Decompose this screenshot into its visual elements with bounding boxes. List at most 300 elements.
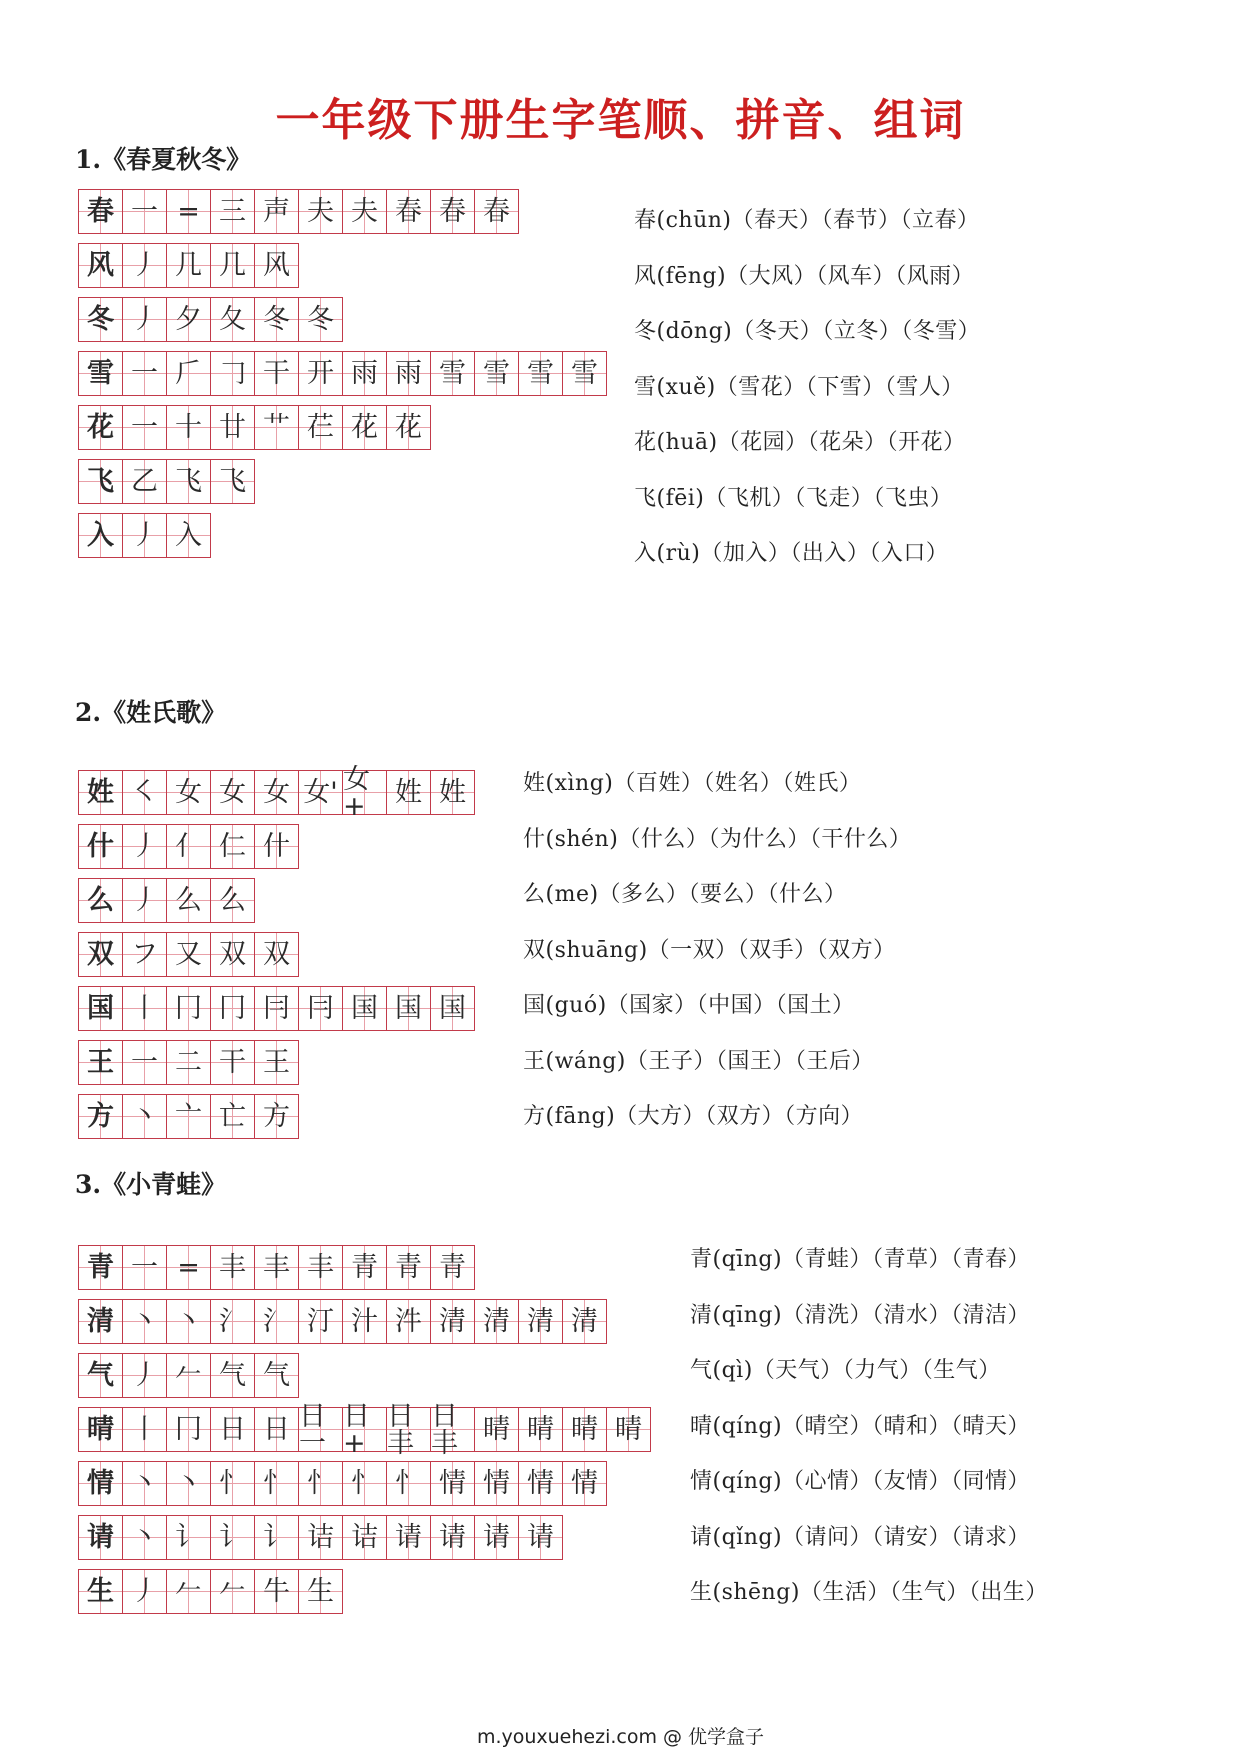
stroke-step-cell (474, 1299, 519, 1344)
character-cell (78, 297, 123, 342)
character-cell (78, 1094, 123, 1139)
stroke-glyph: 晴 (571, 1414, 598, 1445)
stroke-step-cell (122, 513, 167, 558)
character-cell (78, 189, 123, 234)
stroke-glyph: 汀 (307, 1306, 334, 1337)
word-entry: 晴(qíng)（晴空）（晴和）（晴天） (690, 1413, 1031, 1439)
stroke-step-cell (474, 1407, 519, 1452)
stroke-step-cell (298, 1400, 343, 1459)
stroke-glyph: 女 (219, 777, 246, 808)
stroke-step-cell (210, 1569, 255, 1614)
stroke-step-cell (166, 770, 211, 815)
character-cell (78, 770, 123, 815)
stroke-step-cell (430, 1400, 475, 1459)
stroke-glyph: 冬 (87, 304, 114, 335)
stroke-step-cell (386, 405, 431, 450)
stroke-glyph: 情 (87, 1468, 114, 1499)
stroke-step-cell (430, 770, 475, 815)
character-cell (78, 932, 123, 977)
character-cell (78, 1353, 123, 1398)
stroke-step-cell (210, 1040, 255, 1085)
stroke-step-cell (166, 189, 211, 234)
character-cell (78, 351, 123, 396)
stroke-row (78, 243, 606, 288)
stroke-glyph: 忄 (395, 1468, 422, 1499)
stroke-step-cell (342, 763, 387, 822)
character-cell (78, 1040, 123, 1085)
stroke-step-cell (254, 405, 299, 450)
stroke-step-cell (386, 1400, 431, 1459)
word-entry: 国(guó)（国家）（中国）（国土） (523, 993, 855, 1018)
stroke-row (78, 1569, 650, 1614)
stroke-glyph: 氵 (263, 1306, 290, 1337)
stroke-glyph: 方 (87, 1101, 114, 1132)
word-list-section-3 (690, 1242, 1048, 1631)
stroke-glyph: 十 (175, 412, 202, 443)
word-entry: 飞(fēi)（飞机）（飞走）（飞虫） (634, 485, 953, 511)
stroke-row (78, 1400, 650, 1459)
stroke-glyph: 夕 (175, 304, 202, 335)
stroke-step-cell (342, 405, 387, 450)
stroke-step-cell (254, 1094, 299, 1139)
stroke-glyph: 入 (175, 520, 202, 551)
stroke-step-cell (210, 405, 255, 450)
stroke-step-cell (166, 932, 211, 977)
stroke-glyph: 姓 (439, 777, 466, 808)
stroke-glyph: 汼 (395, 1306, 422, 1337)
stroke-glyph: 女 (175, 777, 202, 808)
character-cell (78, 1569, 123, 1614)
stroke-glyph: 清 (527, 1306, 554, 1337)
stroke-glyph: 气 (219, 1360, 246, 1391)
stroke-row (78, 878, 474, 923)
stroke-glyph: 冂 (219, 993, 246, 1024)
stroke-step-cell (254, 1407, 299, 1452)
stroke-step-cell (122, 770, 167, 815)
stroke-step-cell (122, 1353, 167, 1398)
stroke-step-cell (298, 1569, 343, 1614)
word-entry: 生(shēng)（生活）（生气）（出生） (690, 1580, 1048, 1605)
stroke-glyph: 声 (263, 196, 290, 227)
stroke-step-cell (210, 986, 255, 1031)
stroke-step-cell (166, 1407, 211, 1452)
character-cell (78, 824, 123, 869)
stroke-glyph: 牛 (263, 1576, 290, 1607)
stroke-glyph: 丶 (131, 1101, 158, 1132)
stroke-glyph: 生 (87, 1576, 114, 1607)
stroke-glyph: 亠 (175, 1101, 202, 1132)
word-entry: 方(fāng)（大方）（双方）（方向） (523, 1104, 864, 1129)
stroke-step-cell (518, 1461, 563, 1506)
stroke-glyph: 仁 (219, 831, 246, 862)
stroke-step-cell (210, 351, 255, 396)
stroke-step-cell (122, 405, 167, 450)
stroke-glyph: 三 (219, 196, 246, 227)
stroke-step-cell (474, 1515, 519, 1560)
stroke-glyph: 冬 (307, 304, 334, 335)
stroke-step-cell (562, 351, 607, 396)
word-entry: 什(shén)（什么）（为什么）（干什么） (523, 826, 912, 852)
stroke-glyph: 双 (219, 939, 246, 970)
stroke-step-cell (254, 1569, 299, 1614)
stroke-step-cell (166, 1515, 211, 1560)
character-cell (78, 405, 123, 450)
stroke-glyph: 风 (87, 250, 114, 281)
stroke-step-cell (210, 243, 255, 288)
stroke-glyph: 春 (87, 196, 114, 227)
stroke-step-cell (210, 1299, 255, 1344)
word-entry: 王(wáng)（王子）（国王）（王后） (523, 1048, 874, 1074)
stroke-glyph: 情 (439, 1468, 466, 1499)
word-entry: 风(fēng)（大风）（风车）（风雨） (634, 263, 975, 289)
stroke-step-cell (298, 1245, 343, 1290)
stroke-step-cell (386, 1515, 431, 1560)
stroke-row (78, 932, 474, 977)
stroke-glyph: 女+ (343, 763, 370, 822)
character-cell (78, 1299, 123, 1344)
stroke-step-cell (166, 1040, 211, 1085)
stroke-glyph: 情 (571, 1468, 598, 1499)
stroke-step-cell (254, 824, 299, 869)
stroke-glyph: 姓 (87, 777, 114, 808)
stroke-step-cell (342, 986, 387, 1031)
stroke-glyph: 青 (395, 1252, 422, 1283)
stroke-glyph: 冂 (175, 1414, 202, 1445)
character-cell (78, 1515, 123, 1560)
stroke-glyph: 晴 (483, 1414, 510, 1445)
word-entry: 气(qì)（天气）（力气）（生气） (690, 1358, 1001, 1383)
word-entry: 双(shuāng)（一双）（双手）（双方） (523, 937, 896, 963)
stroke-glyph: 雪 (571, 358, 598, 389)
stroke-step-cell (210, 878, 255, 923)
stroke-step-cell (298, 297, 343, 342)
stroke-glyph: 方 (263, 1101, 290, 1132)
word-entry: 春(chūn)（春天）（春节）（立春） (634, 208, 980, 233)
word-entry: 雪(xuě)（雪花）（下雪）（雪人） (634, 374, 964, 400)
stroke-step-cell (606, 1407, 651, 1452)
stroke-glyph: 花 (351, 412, 378, 443)
stroke-glyph: 丶 (175, 1468, 202, 1499)
word-list-section-2 (523, 766, 911, 1155)
stroke-glyph: 花 (87, 412, 114, 443)
stroke-step-cell (254, 243, 299, 288)
stroke-glyph: 女 (263, 777, 290, 808)
stroke-glyph: 讠 (219, 1522, 246, 1553)
stroke-glyph: 清 (483, 1306, 510, 1337)
stroke-glyph: 干 (263, 358, 290, 389)
stroke-step-cell (254, 1515, 299, 1560)
stroke-glyph: 丿 (131, 831, 158, 862)
stroke-step-cell (122, 824, 167, 869)
word-entry: 情(qíng)（心情）（友情）（同情） (690, 1469, 1031, 1494)
stroke-glyph: 青 (351, 1252, 378, 1283)
stroke-step-cell (298, 986, 343, 1031)
stroke-step-cell (430, 1461, 475, 1506)
stroke-glyph: 冬 (263, 304, 290, 335)
stroke-glyph: 么 (219, 885, 246, 916)
stroke-glyph: 丿 (131, 1360, 158, 1391)
stroke-glyph: 丶 (175, 1306, 202, 1337)
stroke-step-cell (342, 1299, 387, 1344)
stroke-step-cell (210, 459, 255, 504)
stroke-glyph: 国 (351, 993, 378, 1024)
stroke-glyph: 雪 (439, 358, 466, 389)
footer-source: m.youxuehezi.com @ 优学盒子 (476, 1726, 765, 1748)
stroke-step-cell (298, 1515, 343, 1560)
stroke-step-cell (210, 1407, 255, 1452)
word-entry: 么(me)（多么）（要么）（什么） (523, 882, 847, 907)
stroke-step-cell (122, 297, 167, 342)
stroke-step-cell (166, 1353, 211, 1398)
stroke-glyph: 请 (483, 1522, 510, 1553)
stroke-glyph: 风 (263, 250, 290, 281)
stroke-glyph: 雪 (483, 358, 510, 389)
stroke-step-cell (122, 932, 167, 977)
stroke-glyph: 姓 (395, 777, 422, 808)
stroke-step-cell (166, 243, 211, 288)
stroke-step-cell (386, 1299, 431, 1344)
word-entry: 姓(xìng)（百姓）（姓名）（姓氏） (523, 771, 862, 796)
stroke-glyph: 冃 (263, 993, 290, 1024)
stroke-glyph: 晴 (527, 1414, 554, 1445)
stroke-glyph: 情 (483, 1468, 510, 1499)
stroke-step-cell (122, 459, 167, 504)
stroke-glyph: 王 (263, 1047, 290, 1078)
stroke-glyph: 雨 (395, 358, 422, 389)
stroke-step-cell (430, 986, 475, 1031)
stroke-glyph: 丿 (131, 304, 158, 335)
stroke-glyph: = (177, 196, 200, 227)
stroke-row (78, 297, 606, 342)
stroke-glyph: 日 (219, 1414, 246, 1445)
stroke-step-cell (518, 1407, 563, 1452)
stroke-row (78, 1040, 474, 1085)
stroke-row (78, 1245, 650, 1290)
stroke-row (78, 1461, 650, 1506)
stroke-row (78, 189, 606, 234)
stroke-step-cell (122, 1299, 167, 1344)
stroke-step-cell (518, 351, 563, 396)
stroke-glyph: 二 (175, 1047, 202, 1078)
stroke-step-cell (122, 1094, 167, 1139)
stroke-step-cell (210, 1461, 255, 1506)
stroke-glyph: 飞 (219, 466, 246, 497)
stroke-step-cell (430, 351, 475, 396)
stroke-glyph: 丶 (131, 1306, 158, 1337)
character-cell (78, 243, 123, 288)
stroke-step-cell (474, 1461, 519, 1506)
stroke-glyph: 干 (219, 1047, 246, 1078)
character-cell (78, 513, 123, 558)
stroke-step-cell (298, 1461, 343, 1506)
stroke-glyph: 请 (527, 1522, 554, 1553)
stroke-step-cell (254, 770, 299, 815)
section-heading-2: 2.《姓氏歌》 (75, 698, 227, 727)
stroke-step-cell (254, 297, 299, 342)
stroke-step-cell (166, 878, 211, 923)
stroke-glyph: 飞 (175, 466, 202, 497)
stroke-step-cell (562, 1299, 607, 1344)
stroke-glyph: 艹 (263, 412, 290, 443)
stroke-row (78, 1299, 650, 1344)
stroke-step-cell (210, 297, 255, 342)
stroke-glyph: 么 (87, 885, 114, 916)
stroke-glyph: 一 (131, 196, 158, 227)
word-entry: 请(qǐng)（请问）（请安）（请求） (690, 1524, 1031, 1550)
stroke-glyph: 丶 (131, 1468, 158, 1499)
stroke-glyph: 讠 (175, 1522, 202, 1553)
stroke-glyph: 几 (175, 250, 202, 281)
document-title: 一年级下册生字笔顺、拼音、组词 (275, 95, 966, 146)
stroke-glyph: 日+ (343, 1400, 370, 1459)
stroke-glyph: 几 (219, 250, 246, 281)
stroke-glyph: 丿 (131, 1576, 158, 1607)
stroke-glyph: 丨 (131, 1414, 158, 1445)
stroke-step-cell (210, 1094, 255, 1139)
stroke-glyph: 冂 (175, 993, 202, 1024)
stroke-step-cell (430, 1245, 475, 1290)
stroke-glyph: 雪 (527, 358, 554, 389)
stroke-grid-section-1 (78, 189, 606, 567)
word-entry: 清(qīng)（清洗）（清水）（清洁） (690, 1302, 1031, 1328)
stroke-glyph: 日一 (299, 1400, 326, 1459)
stroke-step-cell (210, 1353, 255, 1398)
stroke-glyph: 丿 (131, 520, 158, 551)
stroke-row (78, 1353, 650, 1398)
stroke-step-cell (518, 1299, 563, 1344)
stroke-glyph: 又 (175, 939, 202, 970)
stroke-glyph: 清 (87, 1306, 114, 1337)
stroke-step-cell (254, 932, 299, 977)
stroke-step-cell (166, 459, 211, 504)
stroke-step-cell (254, 1040, 299, 1085)
stroke-glyph: 芢 (307, 412, 334, 443)
stroke-glyph: 气 (263, 1360, 290, 1391)
stroke-grid-section-2 (78, 763, 474, 1148)
stroke-glyph: 诘 (307, 1522, 334, 1553)
stroke-glyph: 𠃌 (219, 358, 246, 389)
stroke-glyph: 忄 (219, 1468, 246, 1499)
stroke-step-cell (166, 986, 211, 1031)
word-entry: 冬(dōng)（冬天）（立冬）（冬雪） (634, 319, 981, 344)
stroke-step-cell (166, 1245, 211, 1290)
stroke-glyph: 什 (87, 831, 114, 862)
stroke-glyph: 请 (87, 1522, 114, 1553)
stroke-glyph: 丰 (219, 1252, 246, 1283)
stroke-glyph: 双 (87, 939, 114, 970)
stroke-glyph: ㇛ (131, 777, 158, 808)
stroke-glyph: 夫 (307, 196, 334, 227)
stroke-step-cell (386, 986, 431, 1031)
stroke-step-cell (122, 351, 167, 396)
stroke-glyph: 清 (571, 1306, 598, 1337)
stroke-step-cell (254, 189, 299, 234)
stroke-glyph: 丿 (131, 885, 158, 916)
stroke-glyph: 𠂉 (175, 1576, 202, 1607)
stroke-glyph: 诘 (351, 1522, 378, 1553)
stroke-glyph: 𠂆 (175, 358, 202, 389)
stroke-step-cell (342, 1461, 387, 1506)
stroke-step-cell (298, 405, 343, 450)
stroke-row (78, 824, 474, 869)
character-cell (78, 459, 123, 504)
stroke-glyph: 一 (131, 412, 158, 443)
stroke-step-cell (122, 986, 167, 1031)
stroke-row (78, 1515, 650, 1560)
stroke-step-cell (562, 1461, 607, 1506)
stroke-step-cell (122, 1515, 167, 1560)
stroke-step-cell (474, 189, 519, 234)
stroke-glyph: 亡 (219, 1101, 246, 1132)
stroke-glyph: 清 (439, 1306, 466, 1337)
stroke-step-cell (122, 1407, 167, 1452)
character-cell (78, 878, 123, 923)
stroke-glyph: 一 (131, 1252, 158, 1283)
stroke-step-cell (342, 351, 387, 396)
stroke-step-cell (562, 1407, 607, 1452)
stroke-glyph: 春 (439, 196, 466, 227)
stroke-grid-section-3 (78, 1245, 650, 1623)
stroke-glyph: 廿 (219, 412, 246, 443)
stroke-step-cell (430, 1299, 475, 1344)
stroke-step-cell (210, 824, 255, 869)
stroke-glyph: 入 (87, 520, 114, 551)
stroke-glyph: 日 (263, 1414, 290, 1445)
stroke-glyph: 雪 (87, 358, 114, 389)
stroke-step-cell (254, 1353, 299, 1398)
stroke-step-cell (254, 1299, 299, 1344)
stroke-glyph: 氵 (219, 1306, 246, 1337)
stroke-step-cell (166, 1569, 211, 1614)
word-entry: 入(rù)（加入）（出入）（入口） (634, 541, 949, 566)
stroke-step-cell (254, 351, 299, 396)
stroke-step-cell (122, 878, 167, 923)
stroke-glyph: 情 (527, 1468, 554, 1499)
stroke-row (78, 986, 474, 1031)
stroke-glyph: 春 (395, 196, 422, 227)
stroke-glyph: 开 (307, 358, 334, 389)
stroke-glyph: 夫 (351, 196, 378, 227)
stroke-glyph: = (177, 1252, 200, 1283)
stroke-step-cell (166, 405, 211, 450)
stroke-step-cell (342, 1400, 387, 1459)
stroke-glyph: 春 (483, 196, 510, 227)
stroke-step-cell (298, 351, 343, 396)
stroke-glyph: 丶 (131, 1522, 158, 1553)
character-cell (78, 1407, 123, 1452)
stroke-row (78, 405, 606, 450)
character-cell (78, 986, 123, 1031)
stroke-row (78, 763, 474, 822)
stroke-step-cell (210, 1515, 255, 1560)
character-cell (78, 1461, 123, 1506)
stroke-row (78, 513, 606, 558)
stroke-step-cell (122, 243, 167, 288)
stroke-step-cell (254, 1245, 299, 1290)
stroke-glyph: 日丰 (387, 1400, 414, 1459)
stroke-glyph: 忄 (351, 1468, 378, 1499)
stroke-step-cell (166, 1461, 211, 1506)
stroke-glyph: 女' (303, 777, 338, 808)
stroke-step-cell (254, 1461, 299, 1506)
stroke-glyph: フ (131, 939, 158, 970)
stroke-step-cell (166, 1094, 211, 1139)
stroke-step-cell (210, 932, 255, 977)
stroke-glyph: 忄 (263, 1468, 290, 1499)
stroke-glyph: 国 (87, 993, 114, 1024)
stroke-step-cell (386, 1461, 431, 1506)
stroke-glyph: 丰 (307, 1252, 334, 1283)
